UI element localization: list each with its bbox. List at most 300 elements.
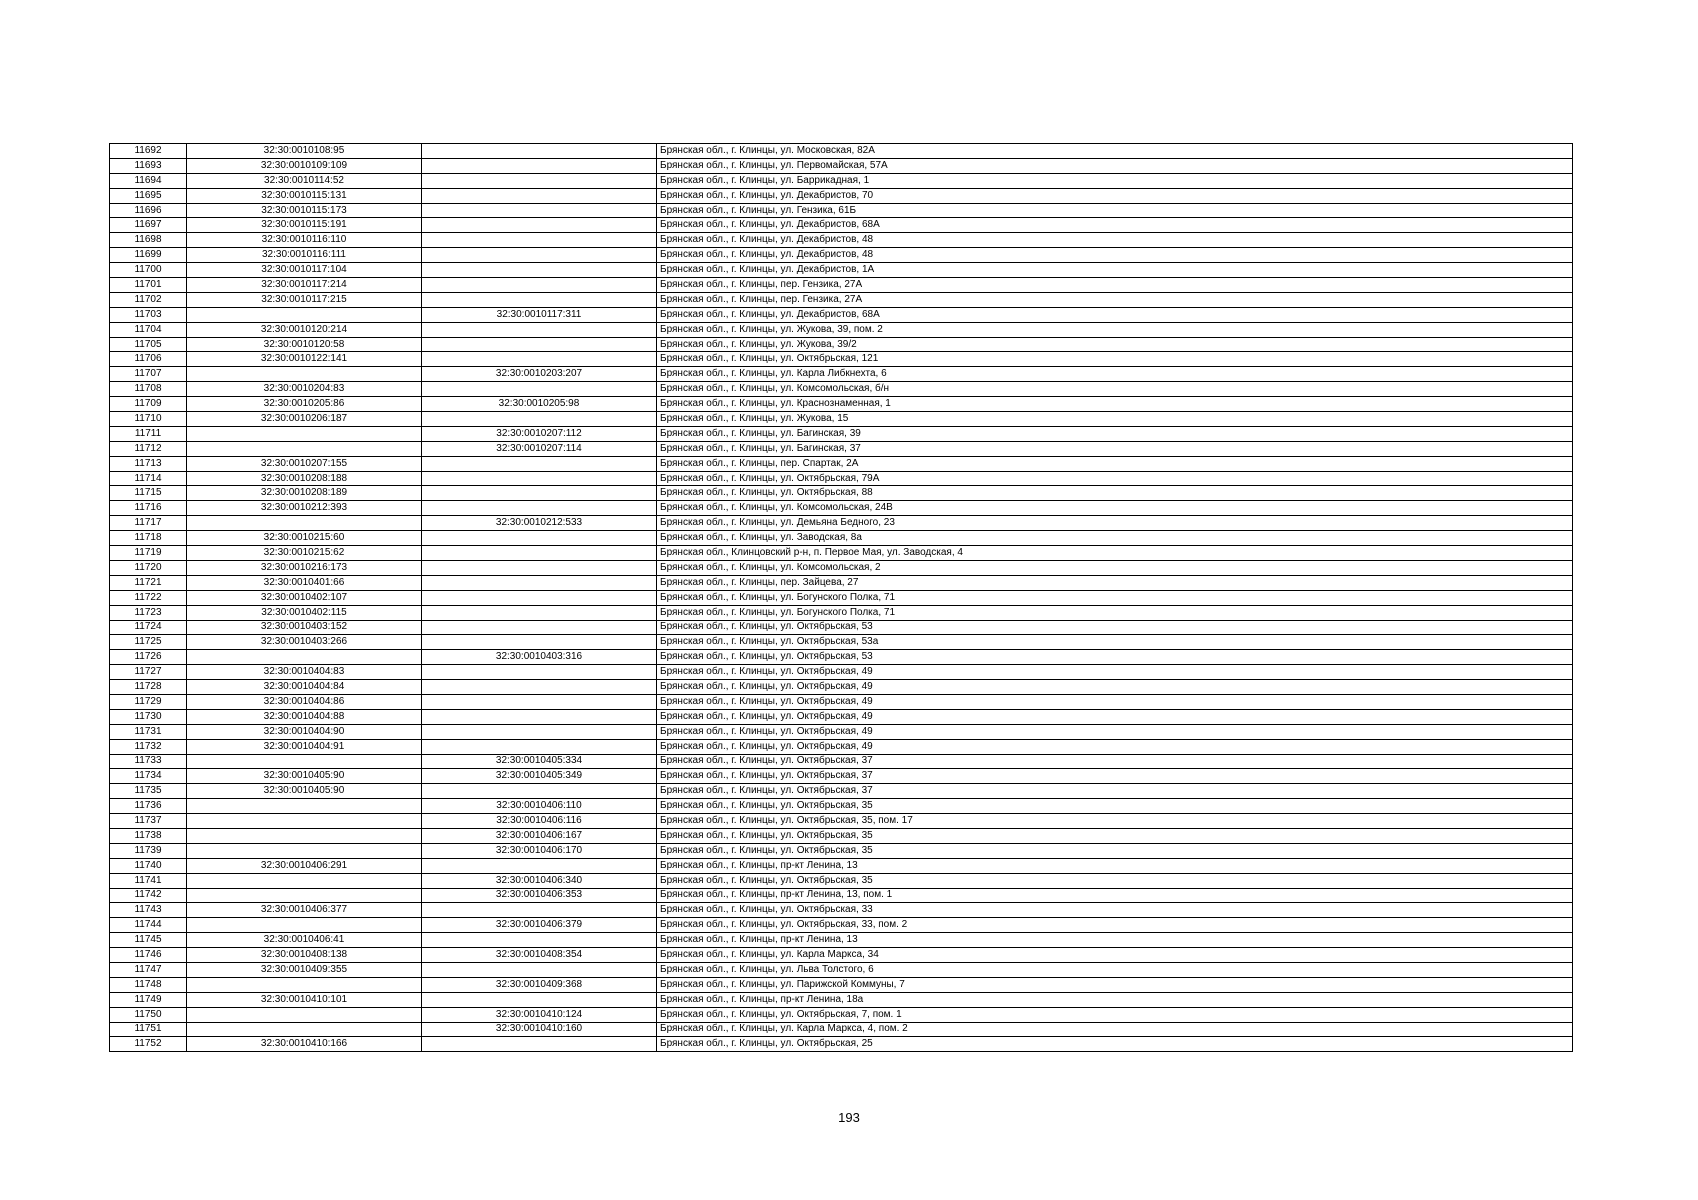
address-cell: Брянская обл., г. Клинцы, ул. Карла Маркса, 4, пом. 2 — [657, 1022, 1573, 1037]
address-cell: Брянская обл., г. Клинцы, ул. Карла Маркса, 34 — [657, 948, 1573, 963]
related-cadastral-number-cell — [422, 903, 657, 918]
cadastral-number-cell: 32:30:0010108:95 — [187, 144, 422, 159]
table-row — [110, 1037, 1573, 1052]
address-cell: Брянская обл., г. Клинцы, пер. Гензика, 27А — [657, 278, 1573, 293]
table-row — [110, 352, 1573, 367]
row-number-cell: 11716 — [110, 501, 187, 516]
row-number-cell: 11694 — [110, 173, 187, 188]
cadastral-number-cell: 32:30:0010216:173 — [187, 560, 422, 575]
cadastral-number-cell: 32:30:0010120:214 — [187, 322, 422, 337]
address-cell: Брянская обл., г. Клинцы, ул. Октябрьская, 53а — [657, 635, 1573, 650]
related-cadastral-number-cell — [422, 337, 657, 352]
table-row — [110, 620, 1573, 635]
cadastral-number-cell — [187, 873, 422, 888]
related-cadastral-number-cell — [422, 248, 657, 263]
cadastral-number-cell: 32:30:0010406:291 — [187, 858, 422, 873]
table-row — [110, 367, 1573, 382]
row-number-cell: 11701 — [110, 278, 187, 293]
address-cell: Брянская обл., г. Клинцы, ул. Октябрьская, 49 — [657, 694, 1573, 709]
table-row — [110, 307, 1573, 322]
table-row — [110, 397, 1573, 412]
table-row — [110, 977, 1573, 992]
table-row — [110, 337, 1573, 352]
cadastral-number-cell — [187, 307, 422, 322]
address-cell: Брянская обл., г. Клинцы, ул. Октябрьская, 33, пом. 2 — [657, 918, 1573, 933]
cadastral-number-cell — [187, 650, 422, 665]
cadastral-number-cell: 32:30:0010402:107 — [187, 590, 422, 605]
table-row — [110, 918, 1573, 933]
address-cell: Брянская обл., г. Клинцы, ул. Демьяна Бедного, 23 — [657, 516, 1573, 531]
cadastral-number-cell: 32:30:0010207:155 — [187, 456, 422, 471]
row-number-cell: 11734 — [110, 769, 187, 784]
address-cell: Брянская обл., г. Клинцы, ул. Комсомольская, 24В — [657, 501, 1573, 516]
table-row — [110, 516, 1573, 531]
related-cadastral-number-cell: 32:30:0010406:170 — [422, 843, 657, 858]
row-number-cell: 11710 — [110, 412, 187, 427]
cadastral-number-cell: 32:30:0010404:91 — [187, 739, 422, 754]
table-row — [110, 441, 1573, 456]
cadastral-number-cell — [187, 977, 422, 992]
address-cell: Брянская обл., г. Клинцы, ул. Октябрьская, 7, пом. 1 — [657, 1007, 1573, 1022]
related-cadastral-number-cell: 32:30:0010403:316 — [422, 650, 657, 665]
cadastral-number-cell: 32:30:0010404:88 — [187, 709, 422, 724]
address-cell: Брянская обл., г. Клинцы, пер. Зайцева, 27 — [657, 575, 1573, 590]
address-cell: Брянская обл., г. Клинцы, ул. Декабристов, 68А — [657, 307, 1573, 322]
cadastral-number-cell: 32:30:0010403:152 — [187, 620, 422, 635]
row-number-cell: 11726 — [110, 650, 187, 665]
related-cadastral-number-cell — [422, 858, 657, 873]
address-cell: Брянская обл., г. Клинцы, ул. Заводская, 8а — [657, 531, 1573, 546]
related-cadastral-number-cell: 32:30:0010117:311 — [422, 307, 657, 322]
row-number-cell: 11707 — [110, 367, 187, 382]
cadastral-number-cell: 32:30:0010401:66 — [187, 575, 422, 590]
row-number-cell: 11727 — [110, 665, 187, 680]
related-cadastral-number-cell — [422, 665, 657, 680]
row-number-cell: 11725 — [110, 635, 187, 650]
related-cadastral-number-cell — [422, 590, 657, 605]
related-cadastral-number-cell — [422, 560, 657, 575]
address-cell: Брянская обл., г. Клинцы, ул. Жукова, 15 — [657, 412, 1573, 427]
related-cadastral-number-cell — [422, 144, 657, 159]
address-cell: Брянская обл., г. Клинцы, пр-кт Ленина, 13 — [657, 933, 1573, 948]
table-row — [110, 814, 1573, 829]
address-cell: Брянская обл., г. Клинцы, ул. Багинская, 39 — [657, 426, 1573, 441]
row-number-cell: 11713 — [110, 456, 187, 471]
address-cell: Брянская обл., г. Клинцы, ул. Жукова, 39/2 — [657, 337, 1573, 352]
table-row — [110, 188, 1573, 203]
cadastral-number-cell: 32:30:0010208:189 — [187, 486, 422, 501]
address-cell: Брянская обл., г. Клинцы, ул. Октябрьская, 49 — [657, 739, 1573, 754]
table-row — [110, 948, 1573, 963]
row-number-cell: 11739 — [110, 843, 187, 858]
table-row — [110, 605, 1573, 620]
address-cell: Брянская обл., г. Клинцы, ул. Октябрьская, 35 — [657, 799, 1573, 814]
table-row — [110, 694, 1573, 709]
related-cadastral-number-cell — [422, 575, 657, 590]
address-cell: Брянская обл., г. Клинцы, ул. Октябрьская, 49 — [657, 680, 1573, 695]
cadastral-number-cell: 32:30:0010115:131 — [187, 188, 422, 203]
address-cell: Брянская обл., г. Клинцы, ул. Карла Либкнехта, 6 — [657, 367, 1573, 382]
table-row — [110, 873, 1573, 888]
table-row — [110, 203, 1573, 218]
related-cadastral-number-cell: 32:30:0010406:340 — [422, 873, 657, 888]
related-cadastral-number-cell: 32:30:0010406:116 — [422, 814, 657, 829]
table-row — [110, 1007, 1573, 1022]
row-number-cell: 11708 — [110, 382, 187, 397]
related-cadastral-number-cell — [422, 620, 657, 635]
address-cell: Брянская обл., г. Клинцы, ул. Московская, 82А — [657, 144, 1573, 159]
related-cadastral-number-cell — [422, 933, 657, 948]
related-cadastral-number-cell — [422, 739, 657, 754]
address-cell: Брянская обл., г. Клинцы, ул. Декабристов, 1А — [657, 263, 1573, 278]
row-number-cell: 11738 — [110, 828, 187, 843]
address-cell: Брянская обл., г. Клинцы, ул. Октябрьская, 53 — [657, 650, 1573, 665]
row-number-cell: 11748 — [110, 977, 187, 992]
table-row — [110, 531, 1573, 546]
table-row — [110, 486, 1573, 501]
related-cadastral-number-cell — [422, 456, 657, 471]
related-cadastral-number-cell — [422, 203, 657, 218]
cadastral-number-cell: 32:30:0010208:188 — [187, 471, 422, 486]
address-cell: Брянская обл., г. Клинцы, ул. Льва Толстого, 6 — [657, 962, 1573, 977]
row-number-cell: 11737 — [110, 814, 187, 829]
cadastral-number-cell — [187, 367, 422, 382]
table-row — [110, 173, 1573, 188]
address-cell: Брянская обл., г. Клинцы, ул. Октябрьская, 35 — [657, 843, 1573, 858]
row-number-cell: 11723 — [110, 605, 187, 620]
cadastral-number-cell: 32:30:0010405:90 — [187, 769, 422, 784]
related-cadastral-number-cell — [422, 263, 657, 278]
related-cadastral-number-cell — [422, 382, 657, 397]
related-cadastral-number-cell — [422, 173, 657, 188]
related-cadastral-number-cell: 32:30:0010207:112 — [422, 426, 657, 441]
row-number-cell: 11751 — [110, 1022, 187, 1037]
cadastral-number-cell: 32:30:0010410:101 — [187, 992, 422, 1007]
address-cell: Брянская обл., г. Клинцы, ул. Октябрьская, 25 — [657, 1037, 1573, 1052]
table-body — [110, 144, 1573, 1052]
row-number-cell: 11741 — [110, 873, 187, 888]
cadastral-number-cell — [187, 441, 422, 456]
address-cell: Брянская обл., г. Клинцы, пр-кт Ленина, 13 — [657, 858, 1573, 873]
related-cadastral-number-cell — [422, 352, 657, 367]
related-cadastral-number-cell: 32:30:0010203:207 — [422, 367, 657, 382]
table-row — [110, 858, 1573, 873]
address-cell: Брянская обл., г. Клинцы, ул. Декабристов, 48 — [657, 233, 1573, 248]
related-cadastral-number-cell — [422, 694, 657, 709]
table-row — [110, 888, 1573, 903]
table-row — [110, 263, 1573, 278]
row-number-cell: 11745 — [110, 933, 187, 948]
address-cell: Брянская обл., Клинцовский р-н, п. Первое Мая, ул. Заводская, 4 — [657, 546, 1573, 561]
cadastral-number-cell: 32:30:0010206:187 — [187, 412, 422, 427]
address-cell: Брянская обл., г. Клинцы, ул. Октябрьская, 49 — [657, 665, 1573, 680]
related-cadastral-number-cell: 32:30:0010406:167 — [422, 828, 657, 843]
cadastral-number-cell — [187, 426, 422, 441]
row-number-cell: 11746 — [110, 948, 187, 963]
related-cadastral-number-cell — [422, 412, 657, 427]
cadastral-number-cell: 32:30:0010115:173 — [187, 203, 422, 218]
related-cadastral-number-cell — [422, 546, 657, 561]
address-cell: Брянская обл., г. Клинцы, ул. Октябрьская, 49 — [657, 724, 1573, 739]
address-cell: Брянская обл., г. Клинцы, ул. Декабристов, 68А — [657, 218, 1573, 233]
cadastral-number-cell — [187, 1022, 422, 1037]
related-cadastral-number-cell — [422, 501, 657, 516]
cadastral-number-cell — [187, 754, 422, 769]
table-row — [110, 1022, 1573, 1037]
cadastral-number-cell: 32:30:0010406:377 — [187, 903, 422, 918]
table-row — [110, 992, 1573, 1007]
row-number-cell: 11719 — [110, 546, 187, 561]
related-cadastral-number-cell — [422, 233, 657, 248]
cadastral-number-cell: 32:30:0010109:109 — [187, 158, 422, 173]
row-number-cell: 11711 — [110, 426, 187, 441]
cadastral-number-cell — [187, 1007, 422, 1022]
table-row — [110, 635, 1573, 650]
related-cadastral-number-cell — [422, 680, 657, 695]
row-number-cell: 11742 — [110, 888, 187, 903]
row-number-cell: 11712 — [110, 441, 187, 456]
address-cell: Брянская обл., г. Клинцы, ул. Багинская, 37 — [657, 441, 1573, 456]
table-row — [110, 709, 1573, 724]
address-cell: Брянская обл., г. Клинцы, ул. Богунского Полка, 71 — [657, 605, 1573, 620]
table-row — [110, 724, 1573, 739]
row-number-cell: 11697 — [110, 218, 187, 233]
row-number-cell: 11714 — [110, 471, 187, 486]
table-row — [110, 248, 1573, 263]
table-row — [110, 739, 1573, 754]
page-number: 193 — [838, 1110, 860, 1125]
cadastral-number-cell: 32:30:0010205:86 — [187, 397, 422, 412]
row-number-cell: 11702 — [110, 292, 187, 307]
address-cell: Брянская обл., г. Клинцы, ул. Октябрьская, 35, пом. 17 — [657, 814, 1573, 829]
row-number-cell: 11724 — [110, 620, 187, 635]
row-number-cell: 11743 — [110, 903, 187, 918]
related-cadastral-number-cell — [422, 158, 657, 173]
table-row — [110, 456, 1573, 471]
table-row — [110, 218, 1573, 233]
row-number-cell: 11752 — [110, 1037, 187, 1052]
table-row — [110, 665, 1573, 680]
related-cadastral-number-cell — [422, 278, 657, 293]
related-cadastral-number-cell: 32:30:0010410:124 — [422, 1007, 657, 1022]
cadastral-number-cell: 32:30:0010120:58 — [187, 337, 422, 352]
cadastral-number-cell — [187, 799, 422, 814]
row-number-cell: 11703 — [110, 307, 187, 322]
table-row — [110, 650, 1573, 665]
row-number-cell: 11704 — [110, 322, 187, 337]
related-cadastral-number-cell — [422, 605, 657, 620]
cadastral-number-cell: 32:30:0010115:191 — [187, 218, 422, 233]
table-row — [110, 322, 1573, 337]
row-number-cell: 11721 — [110, 575, 187, 590]
cadastral-number-cell: 32:30:0010117:104 — [187, 263, 422, 278]
row-number-cell: 11699 — [110, 248, 187, 263]
related-cadastral-number-cell — [422, 724, 657, 739]
table-row — [110, 590, 1573, 605]
table-row — [110, 412, 1573, 427]
related-cadastral-number-cell: 32:30:0010405:334 — [422, 754, 657, 769]
cadastral-number-cell: 32:30:0010116:111 — [187, 248, 422, 263]
row-number-cell: 11692 — [110, 144, 187, 159]
row-number-cell: 11736 — [110, 799, 187, 814]
row-number-cell: 11740 — [110, 858, 187, 873]
related-cadastral-number-cell — [422, 486, 657, 501]
row-number-cell: 11747 — [110, 962, 187, 977]
related-cadastral-number-cell: 32:30:0010406:379 — [422, 918, 657, 933]
table-row — [110, 769, 1573, 784]
address-cell: Брянская обл., г. Клинцы, ул. Октябрьская, 35 — [657, 828, 1573, 843]
related-cadastral-number-cell: 32:30:0010406:353 — [422, 888, 657, 903]
row-number-cell: 11750 — [110, 1007, 187, 1022]
related-cadastral-number-cell — [422, 962, 657, 977]
cadastral-number-cell: 32:30:0010215:60 — [187, 531, 422, 546]
cadastral-number-cell: 32:30:0010403:266 — [187, 635, 422, 650]
cadastral-number-cell — [187, 918, 422, 933]
cadastral-number-cell: 32:30:0010212:393 — [187, 501, 422, 516]
row-number-cell: 11733 — [110, 754, 187, 769]
row-number-cell: 11749 — [110, 992, 187, 1007]
table-row — [110, 754, 1573, 769]
table-row — [110, 903, 1573, 918]
address-cell: Брянская обл., г. Клинцы, ул. Октябрьская, 79А — [657, 471, 1573, 486]
cadastral-number-cell: 32:30:0010405:90 — [187, 784, 422, 799]
cadastral-number-cell: 32:30:0010404:83 — [187, 665, 422, 680]
address-cell: Брянская обл., г. Клинцы, ул. Баррикадная, 1 — [657, 173, 1573, 188]
cadastral-number-cell: 32:30:0010410:166 — [187, 1037, 422, 1052]
row-number-cell: 11695 — [110, 188, 187, 203]
address-cell: Брянская обл., г. Клинцы, пер. Гензика, 27А — [657, 292, 1573, 307]
cadastral-number-cell: 32:30:0010122:141 — [187, 352, 422, 367]
cadastral-number-cell — [187, 843, 422, 858]
related-cadastral-number-cell — [422, 1037, 657, 1052]
row-number-cell: 11732 — [110, 739, 187, 754]
address-cell: Брянская обл., г. Клинцы, ул. Октябрьская, 37 — [657, 784, 1573, 799]
table-row — [110, 546, 1573, 561]
related-cadastral-number-cell — [422, 709, 657, 724]
cadastral-number-cell: 32:30:0010204:83 — [187, 382, 422, 397]
address-cell: Брянская обл., г. Клинцы, ул. Октябрьская, 121 — [657, 352, 1573, 367]
cadastral-number-cell: 32:30:0010404:90 — [187, 724, 422, 739]
related-cadastral-number-cell: 32:30:0010405:349 — [422, 769, 657, 784]
row-number-cell: 11700 — [110, 263, 187, 278]
cadastral-number-cell: 32:30:0010408:138 — [187, 948, 422, 963]
related-cadastral-number-cell — [422, 188, 657, 203]
table-row — [110, 799, 1573, 814]
table-row — [110, 382, 1573, 397]
related-cadastral-number-cell: 32:30:0010406:110 — [422, 799, 657, 814]
cadastral-number-cell — [187, 828, 422, 843]
address-cell: Брянская обл., г. Клинцы, ул. Октябрьская, 49 — [657, 709, 1573, 724]
address-cell: Брянская обл., г. Клинцы, ул. Декабристов, 48 — [657, 248, 1573, 263]
row-number-cell: 11728 — [110, 680, 187, 695]
row-number-cell: 11693 — [110, 158, 187, 173]
table-row — [110, 278, 1573, 293]
table-row — [110, 933, 1573, 948]
related-cadastral-number-cell — [422, 992, 657, 1007]
address-cell: Брянская обл., г. Клинцы, ул. Краснознаменная, 1 — [657, 397, 1573, 412]
cadastral-number-cell — [187, 814, 422, 829]
row-number-cell: 11705 — [110, 337, 187, 352]
related-cadastral-number-cell: 32:30:0010408:354 — [422, 948, 657, 963]
cadastral-number-cell: 32:30:0010114:52 — [187, 173, 422, 188]
related-cadastral-number-cell: 32:30:0010212:533 — [422, 516, 657, 531]
related-cadastral-number-cell — [422, 531, 657, 546]
row-number-cell: 11696 — [110, 203, 187, 218]
row-number-cell: 11706 — [110, 352, 187, 367]
address-cell: Брянская обл., г. Клинцы, ул. Парижской Коммуны, 7 — [657, 977, 1573, 992]
table-row — [110, 471, 1573, 486]
row-number-cell: 11722 — [110, 590, 187, 605]
address-cell: Брянская обл., г. Клинцы, ул. Октябрьская, 37 — [657, 754, 1573, 769]
address-cell: Брянская обл., г. Клинцы, ул. Гензика, 61Б — [657, 203, 1573, 218]
row-number-cell: 11709 — [110, 397, 187, 412]
cadastral-number-cell: 32:30:0010404:84 — [187, 680, 422, 695]
row-number-cell: 11715 — [110, 486, 187, 501]
cadastral-number-cell: 32:30:0010402:115 — [187, 605, 422, 620]
table-row — [110, 501, 1573, 516]
related-cadastral-number-cell — [422, 322, 657, 337]
table-row — [110, 426, 1573, 441]
cadastral-number-cell: 32:30:0010404:86 — [187, 694, 422, 709]
cadastral-number-cell: 32:30:0010116:110 — [187, 233, 422, 248]
cadastral-number-cell: 32:30:0010117:215 — [187, 292, 422, 307]
cadastral-number-cell: 32:30:0010406:41 — [187, 933, 422, 948]
address-cell: Брянская обл., г. Клинцы, ул. Октябрьская, 37 — [657, 769, 1573, 784]
address-cell: Брянская обл., г. Клинцы, пер. Спартак, 2А — [657, 456, 1573, 471]
table-row — [110, 560, 1573, 575]
cadastral-number-cell — [187, 888, 422, 903]
cadastral-number-cell: 32:30:0010117:214 — [187, 278, 422, 293]
cadastral-number-cell: 32:30:0010215:62 — [187, 546, 422, 561]
address-cell: Брянская обл., г. Клинцы, ул. Октябрьская, 88 — [657, 486, 1573, 501]
address-cell: Брянская обл., г. Клинцы, ул. Октябрьская, 33 — [657, 903, 1573, 918]
table-row — [110, 233, 1573, 248]
row-number-cell: 11731 — [110, 724, 187, 739]
related-cadastral-number-cell — [422, 471, 657, 486]
table-row — [110, 784, 1573, 799]
row-number-cell: 11720 — [110, 560, 187, 575]
related-cadastral-number-cell — [422, 635, 657, 650]
related-cadastral-number-cell — [422, 218, 657, 233]
address-cell: Брянская обл., г. Клинцы, ул. Комсомольская, 2 — [657, 560, 1573, 575]
related-cadastral-number-cell: 32:30:0010207:114 — [422, 441, 657, 456]
table-row — [110, 680, 1573, 695]
property-register-table — [109, 143, 1573, 1052]
related-cadastral-number-cell: 32:30:0010409:368 — [422, 977, 657, 992]
address-cell: Брянская обл., г. Клинцы, ул. Первомайская, 57А — [657, 158, 1573, 173]
row-number-cell: 11698 — [110, 233, 187, 248]
address-cell: Брянская обл., г. Клинцы, ул. Декабристов, 70 — [657, 188, 1573, 203]
address-cell: Брянская обл., г. Клинцы, пр-кт Ленина, 13, пом. 1 — [657, 888, 1573, 903]
address-cell: Брянская обл., г. Клинцы, ул. Богунского Полка, 71 — [657, 590, 1573, 605]
related-cadastral-number-cell — [422, 784, 657, 799]
cadastral-number-cell — [187, 516, 422, 531]
table-row — [110, 575, 1573, 590]
cadastral-number-cell: 32:30:0010409:355 — [187, 962, 422, 977]
row-number-cell: 11729 — [110, 694, 187, 709]
row-number-cell: 11718 — [110, 531, 187, 546]
table-row — [110, 843, 1573, 858]
row-number-cell: 11730 — [110, 709, 187, 724]
address-cell: Брянская обл., г. Клинцы, пр-кт Ленина, 18а — [657, 992, 1573, 1007]
address-cell: Брянская обл., г. Клинцы, ул. Комсомольская, б/н — [657, 382, 1573, 397]
table-row — [110, 828, 1573, 843]
row-number-cell: 11744 — [110, 918, 187, 933]
address-cell: Брянская обл., г. Клинцы, ул. Жукова, 39, пом. 2 — [657, 322, 1573, 337]
table-row — [110, 158, 1573, 173]
related-cadastral-number-cell: 32:30:0010205:98 — [422, 397, 657, 412]
address-cell: Брянская обл., г. Клинцы, ул. Октябрьская, 35 — [657, 873, 1573, 888]
